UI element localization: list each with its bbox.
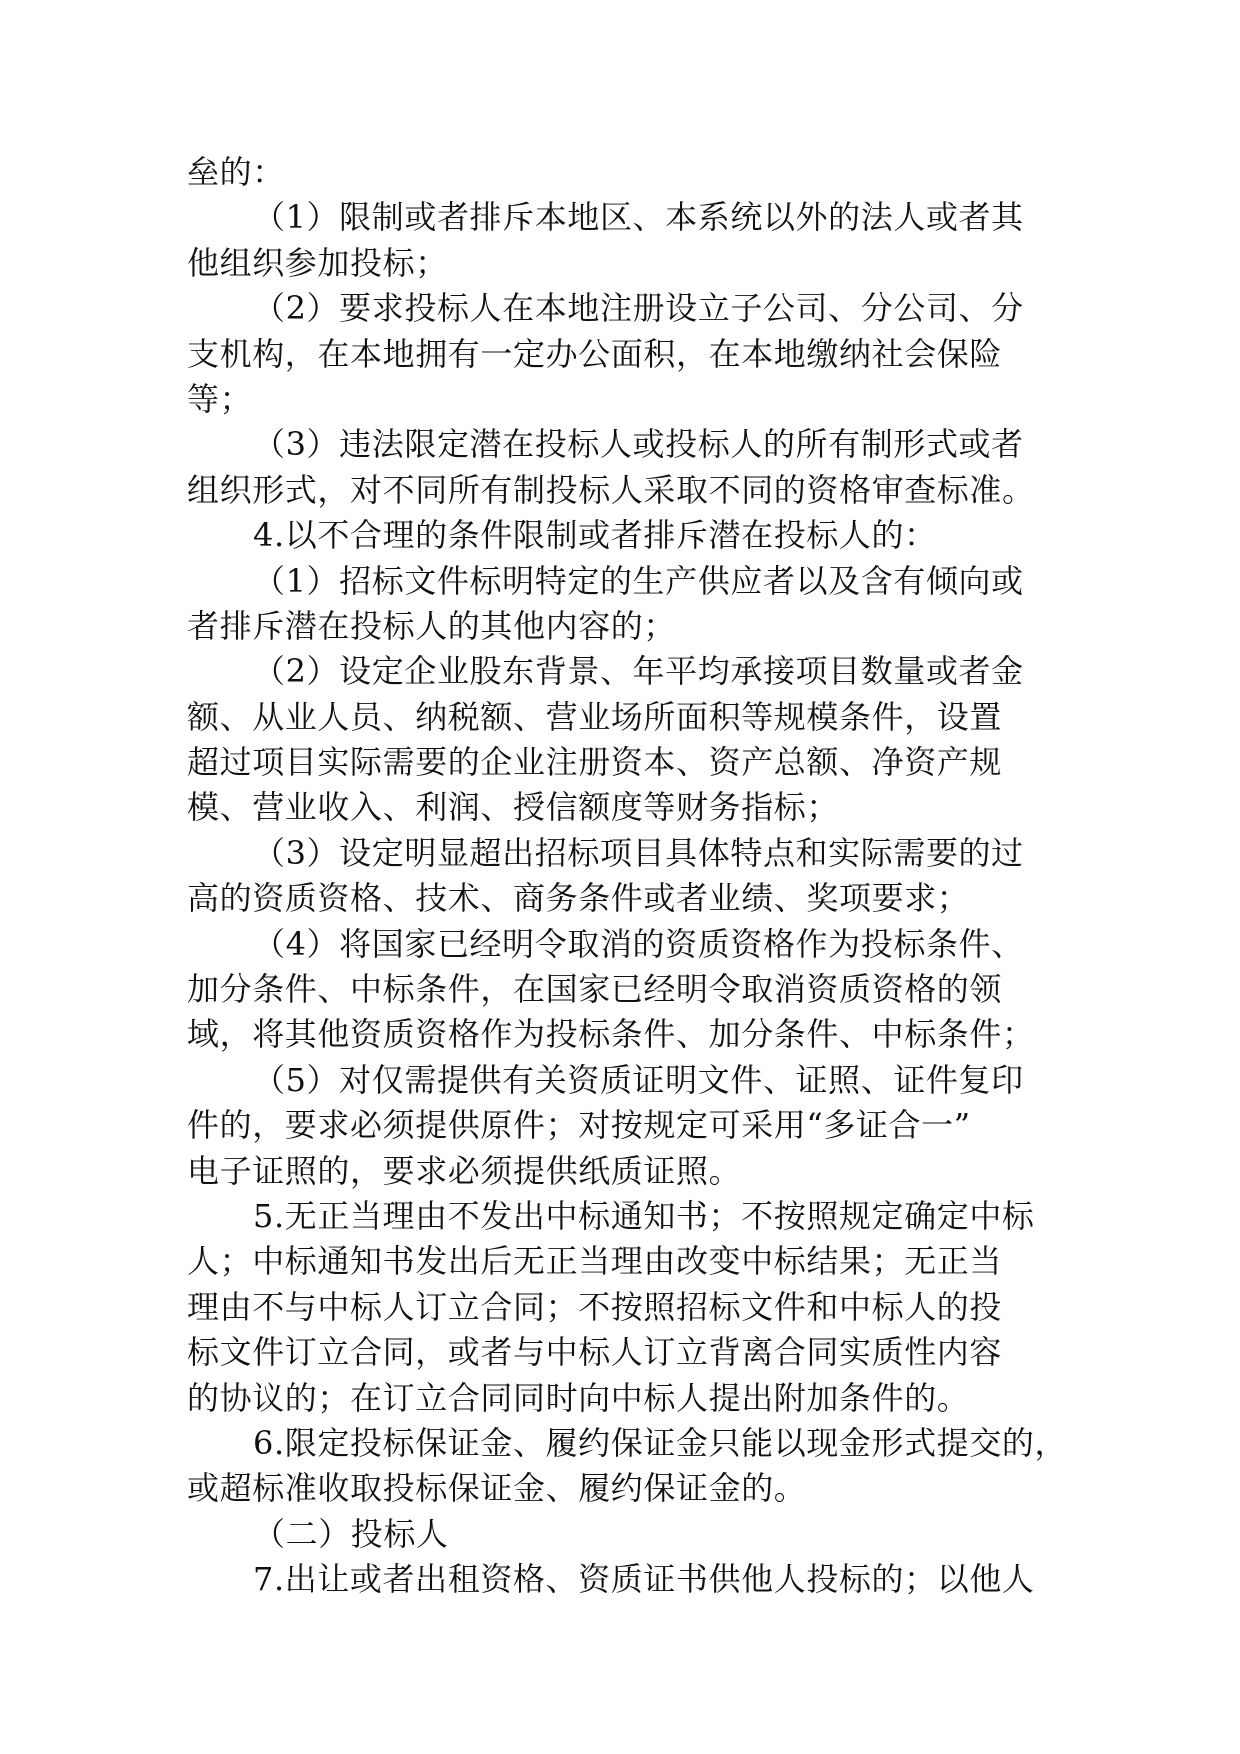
text-line: 组织形式，对不同所有制投标人采取不同的资格审查标准。 (187, 470, 1035, 509)
text-line: 5.无正当理由不发出中标通知书；不按照规定确定中标 (253, 1196, 1035, 1235)
text-line: 标文件订立合同，或者与中标人订立背离合同实质性内容 (187, 1333, 1003, 1372)
text-line: 垒的： (187, 153, 285, 191)
text-line: 等； (187, 379, 253, 418)
text-line: 的协议的；在订立合同同时向中标人提出附加条件的。 (187, 1378, 970, 1417)
text-line: 4.以不合理的条件限制或者排斥潜在投标人的： (253, 516, 937, 555)
document-body (187, 150, 1067, 1603)
text-line: 额、从业人员、纳税额、营业场所面积等规模条件，设置 (187, 697, 1003, 736)
text-line: （3）违法限定潜在投标人或投标人的所有制形式或者 (253, 425, 1024, 464)
text-line: 7.出让或者出租资格、资质证书供他人投标的；以他人 (253, 1560, 1035, 1599)
text-line: 超过项目实际需要的企业注册资本、资产总额、净资产规 (187, 743, 1003, 782)
text-line: （2）设定企业股东背景、年平均承接项目数量或者金 (253, 652, 1024, 691)
text-line: 6.限定投标保证金、履约保证金只能以现金形式提交的， (253, 1423, 1068, 1462)
text-line: 模、营业收入、利润、授信额度等财务指标； (187, 788, 840, 827)
text-line: 域，将其他资质资格作为投标条件、加分条件、中标条件； (187, 1015, 1035, 1054)
text-line: 或超标准收取投标保证金、履约保证金的。 (187, 1469, 807, 1508)
text-line: 件的，要求必须提供原件；对按规定可采用“多证合一” (187, 1106, 971, 1145)
text-line: 他组织参加投标； (187, 243, 448, 282)
text-line: 理由不与中标人订立合同；不按照招标文件和中标人的投 (187, 1287, 1003, 1326)
text-line: （二）投标人 (253, 1514, 449, 1553)
text-line: （1）限制或者排斥本地区、本系统以外的法人或者其 (253, 198, 1024, 237)
text-line: （4）将国家已经明令取消的资质资格作为投标条件、 (253, 924, 1024, 963)
text-line: （1）招标文件标明特定的生产供应者以及含有倾向或 (253, 561, 1024, 600)
text-line: 高的资质资格、技术、商务条件或者业绩、奖项要求； (187, 879, 970, 918)
text-line: 加分条件、中标条件，在国家已经明令取消资质资格的领 (187, 970, 1003, 1009)
text-line: 者排斥潜在投标人的其他内容的； (187, 606, 677, 645)
text-line: （3）设定明显超出招标项目具体特点和实际需要的过 (253, 833, 1024, 872)
text-line: 支机构，在本地拥有一定办公面积，在本地缴纳社会保险 (187, 334, 1003, 373)
text-line: （2）要求投标人在本地注册设立子公司、分公司、分 (253, 289, 1024, 328)
text-line: 电子证照的，要求必须提供纸质证照。 (187, 1151, 742, 1190)
text-line: （5）对仅需提供有关资质证明文件、证照、证件复印 (253, 1060, 1024, 1099)
text-line: 人；中标通知书发出后无正当理由改变中标结果；无正当 (187, 1242, 1003, 1281)
